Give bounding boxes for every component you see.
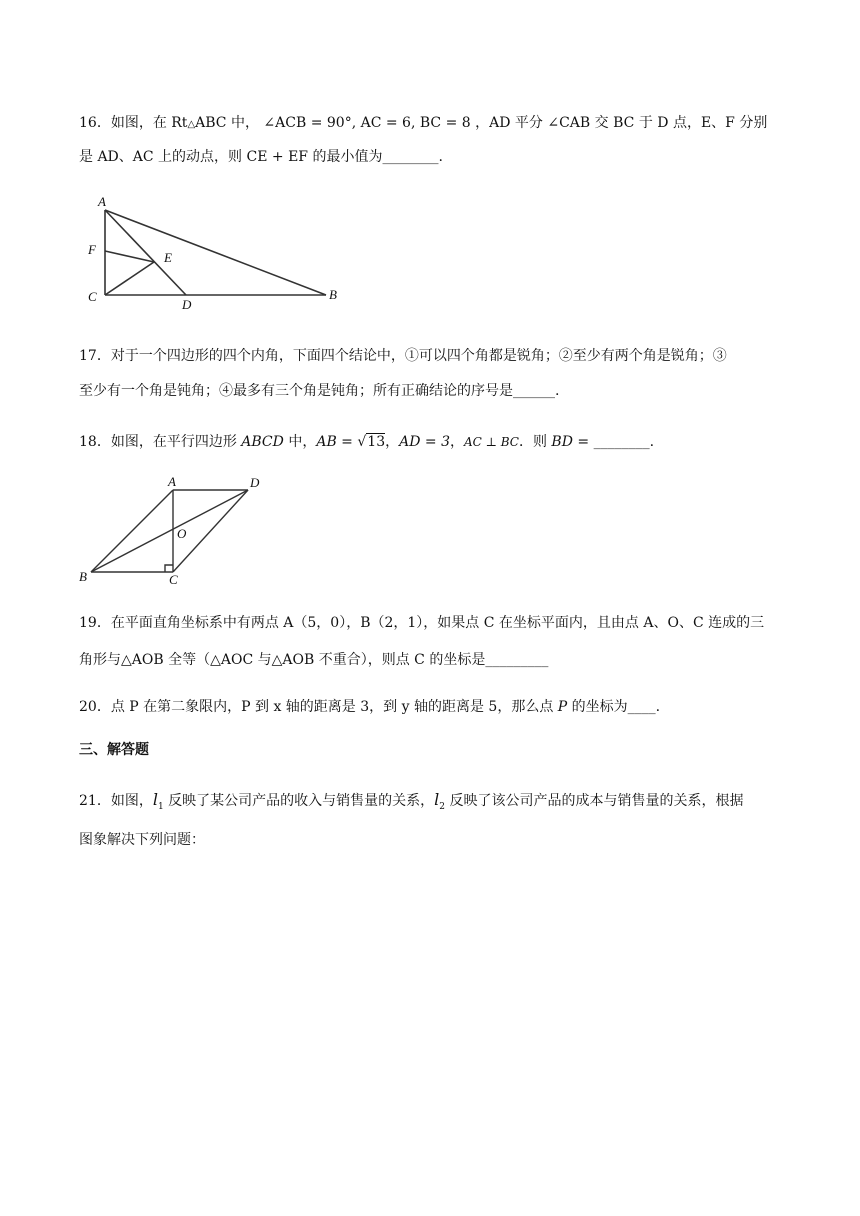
q16-text-b: ABC 中， — [195, 115, 264, 131]
q16-text-e: 是 AD、AC 上的动点，则 — [79, 149, 247, 165]
q20-text-a: 20．点 P 在第二象限内，P 到 x 轴的距离是 3，到 y 轴的距离是 5，那么点 — [79, 699, 558, 715]
q18-line — [79, 431, 654, 451]
q16-triangle-symbol: △ — [187, 119, 196, 130]
q18-ab-lhs: AB = — [316, 434, 358, 450]
q16-ce-ef-expr: CE + EF — [246, 149, 309, 165]
q16-angle-cab: ∠CAB — [547, 115, 591, 131]
q16-text-f: 的最小值为________. — [308, 149, 443, 165]
q21-l2-subscript: 2 — [439, 801, 445, 812]
q18-text-d: ， — [449, 434, 464, 450]
fig16-segment-ad — [105, 210, 186, 295]
q18-abcd: ABCD — [241, 434, 284, 450]
q18-bd: BD = — [551, 434, 594, 450]
q21-l1-subscript: 1 — [157, 801, 164, 812]
q21-l2: l — [434, 790, 440, 809]
fig16-label-c: C — [88, 289, 97, 304]
q18-answer-blank: ________. — [593, 434, 655, 450]
q16-line-1 — [79, 112, 767, 132]
q16-text-d: 交 BC 于 D 点，E、F 分别 — [590, 115, 768, 131]
section-3-heading: 三、解答题 — [79, 742, 149, 758]
fig18-label-d: D — [250, 475, 260, 490]
q16-text-a: 16．如图，在 Rt — [79, 115, 188, 131]
fig18-segment-bd — [91, 490, 248, 572]
q18-text-c: ， — [385, 434, 400, 450]
fig16-label-d: D — [182, 297, 192, 312]
q18-text-e: ．则 — [518, 434, 552, 450]
q21-line-2: 图象解决下列问题： — [79, 832, 205, 848]
q21-l1: l — [152, 790, 158, 809]
fig18-label-a: A — [168, 474, 176, 489]
fig16-segment-ab — [105, 210, 326, 295]
q21-text-b: 反映了某公司产品的收入与销售量的关系， — [163, 793, 435, 809]
fig16-label-a: A — [98, 194, 106, 209]
q17-line-1: 17．对于一个四边形的四个内角，下面四个结论中，①可以四个角都是锐角；②至少有两个角是锐角；③ — [79, 348, 727, 364]
fig18-label-c: C — [169, 572, 178, 587]
q18-ad: AD = 3 — [399, 434, 450, 450]
q21-line-1 — [79, 790, 743, 812]
fig18-segment-ab — [91, 490, 173, 572]
q18-sqrt-radicand: 13 — [367, 434, 386, 450]
figure-18-parallelogram — [76, 474, 276, 589]
q19-line-1: 19．在平面直角坐标系中有两点 A（5，0），B（2，1），如果点 C 在坐标平面内，且由点 A、O、C 连成的三 — [79, 615, 765, 631]
q18-perp: AC ⊥ BC — [463, 435, 519, 449]
q18-text-a: 18．如图，在平行四边形 — [79, 434, 242, 450]
q20-line — [79, 696, 660, 716]
figure-16-triangle — [82, 192, 352, 312]
fig16-label-f: F — [88, 242, 96, 257]
q18-sqrt-sign: √ — [357, 434, 367, 450]
q21-text-a: 21．如图， — [79, 793, 153, 809]
q20-text-b: 的坐标为____. — [567, 699, 661, 715]
fig16-segment-ce — [105, 262, 154, 295]
fig16-label-b: B — [329, 287, 337, 302]
fig18-label-o: O — [177, 526, 187, 541]
fig16-label-e: E — [164, 250, 172, 265]
fig18-label-b: B — [79, 569, 87, 584]
fig18-right-angle-mark — [165, 565, 173, 572]
q16-text-c: ，AD 平分 — [470, 115, 548, 131]
q16-line-2 — [79, 146, 443, 166]
q18-text-b: 中， — [283, 434, 317, 450]
q16-angle-expr: ∠ACB = 90°, AC = 6, BC = 8 — [263, 115, 471, 131]
q19-line-2: 角形与△AOB 全等（△AOC 与△AOB 不重合），则点 C 的坐标是_________ — [79, 652, 549, 668]
q17-line-2: 至少有一个角是钝角；④最多有三个角是钝角；所有正确结论的序号是______. — [79, 383, 560, 399]
q20-point-p: P — [557, 699, 568, 715]
q21-text-c: 反映了该公司产品的成本与销售量的关系，根据 — [445, 793, 744, 809]
